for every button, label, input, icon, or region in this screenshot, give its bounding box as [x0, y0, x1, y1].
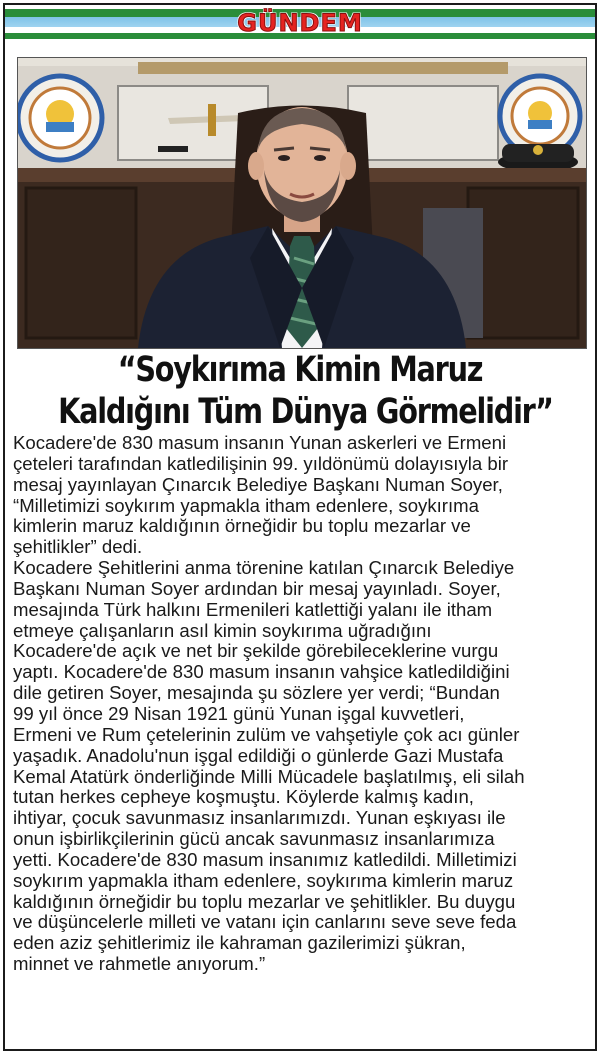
article-line: “Milletimizi soykırım yapmakla itham edenlere, soykırıma	[13, 494, 479, 516]
headline-line-1: “Soykırıma Kimin Maruz	[117, 350, 483, 390]
article-line: Kocadere'de açık ve net bir şekilde görebileceklerine vurgu	[13, 640, 499, 662]
article-line: Kocadere Şehitlerini anma törenine katılan Çınarcık Belediye	[13, 557, 515, 579]
article-line: Başkanı Numan Soyer ardından bir mesaj yayınladı. Soyer,	[13, 577, 501, 599]
headline	[58, 349, 553, 433]
article-line: soykırım yapmakla itham edenlere, soykırıma kimlerin maruz	[13, 869, 514, 891]
article-line: Kemal Atatürk önderliğinde Milli Mücadele başlatılmış, eli silah	[13, 765, 525, 787]
section-title: GÜNDEM	[237, 9, 363, 37]
article-line: çeteleri tarafından katledilişinin 99. yıldönümü dolayısıyla bir	[13, 452, 509, 474]
article-line: yaptı. Kocadere'de 830 masum insanın vahşice katledildiğini	[13, 661, 510, 683]
article-line: ve düşüncelerle milleti ve vatanı için canlarını seve seve feda	[13, 911, 517, 933]
article-line: tutan herkes cepheye koşmuştu. Köylerde kalmış kadın,	[13, 786, 474, 808]
article-line: şehitlikler” dedi.	[13, 536, 143, 558]
article-line: 99 yıl önce 29 Nisan 1921 günü Yunan işgal kuvvetleri,	[13, 702, 465, 724]
headline-line-2: Kaldığını Tüm Dünya Görmelidir”	[58, 392, 553, 432]
article-line: ihtiyar, çocuk savunmasız insanlarımızdı. Yunan eşkıyası ile	[13, 807, 506, 829]
portrait-photo-icon	[18, 58, 586, 348]
portrait-photo	[17, 57, 587, 349]
article-body	[13, 433, 588, 975]
article-line: kaldığının örneğidir bu toplu mezarlar ve şehitlikler. Bu duygu	[13, 890, 516, 912]
article-line: kimlerin maruz kaldığının örneğidir bu toplu mezarlar ve	[13, 515, 471, 537]
article-line: mesajında Türk halkını Ermenileri katlettiği yalanı ile itham	[13, 598, 493, 620]
article-line: eden aziz şehitlerimiz ile kahraman gazilerimizi şükran,	[13, 932, 466, 954]
article-line: mesaj yayınlayan Çınarcık Belediye Başkanı Numan Soyer,	[13, 473, 503, 495]
article-line: onun işbirlikçilerinin gücü ancak savunmasız insanlarımıza	[13, 828, 495, 850]
article-line: yetti. Kocadere'de 830 masum insanımız katledildi. Milletimizi	[13, 848, 517, 870]
article-line: Ermeni ve Rum çetelerinin zulüm ve vahşetiyle çok acı günler	[13, 723, 520, 745]
article-line: yaşadık. Anadolu'nun işgal edildiği o günlerde Gazi Mustafa	[13, 744, 504, 766]
article-line: dile getiren Soyer, mesajında şu sözlere yer verdi; “Bundan	[13, 682, 500, 704]
article-line: Kocadere'de 830 masum insanın Yunan askerleri ve Ermeni	[13, 432, 507, 453]
newspaper-clipping	[3, 3, 597, 1051]
article-line: etmeye çalışanların asıl kimin soykırıma uğradığını	[13, 619, 432, 641]
article-line: minnet ve rahmetle anıyorum.”	[13, 953, 266, 975]
